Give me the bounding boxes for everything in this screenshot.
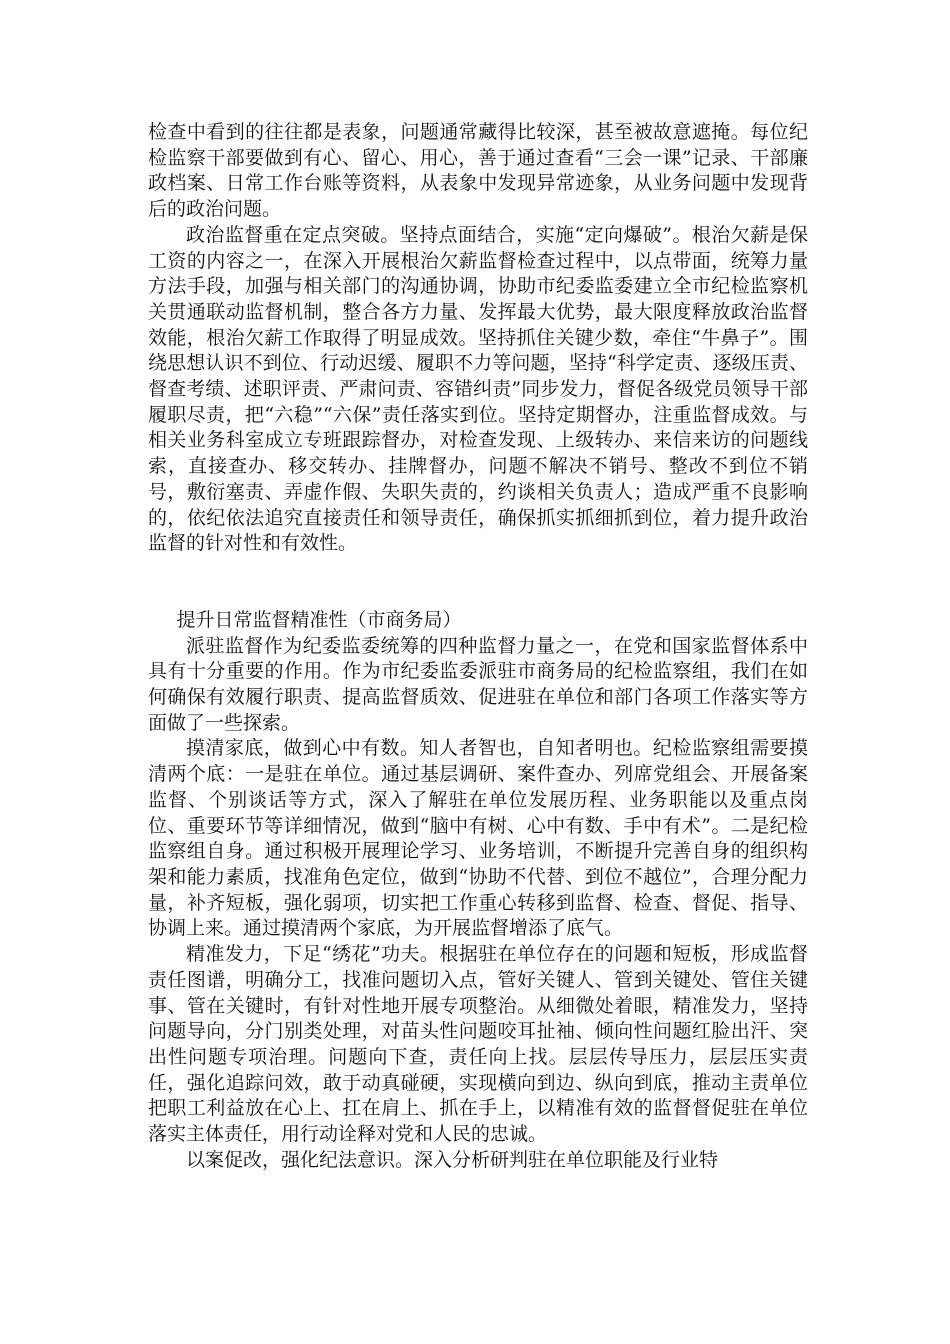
paragraph-know-the-basics: 摸清家底，做到心中有数。知人者智也，自知者明也。纪检监察组需要摸清两个底：一是驻在单位。通过基层调研、案件查办、列席党组会、开展备案监督、个别谈话等方式，深入了解驻在单位发展历程、业务职能以及重点岗位、重要环节等详细情况，做到“脑中有树、心中有数、手中有术”。二是纪检监察组自身。通过积极开展理论学习、业务培训，不断提升完善自身的组织构架和能力素质，找准角色定位，做到“协助不代替、到位不越位”，合理分配力量，补齐短板，强化弱项，切实把工作重心转移到监督、检查、督促、指导、协调上来。通过摸清两个家底，为开展监督增添了底气。	[148, 737, 808, 940]
document-page	[148, 120, 808, 1173]
section-heading: 提升日常监督精准性（市商务局）	[176, 608, 462, 631]
paragraph-case-reform: 以案促改，强化纪法意识。深入分析研判驻在单位职能及行业特	[186, 1148, 719, 1171]
section-gap	[148, 557, 808, 608]
paragraph-political-supervision: 政治监督重在定点突破。坚持点面结合，实施“定向爆破”。根治欠薪是保工资的内容之一，在深入开展根治欠薪监督检查过程中，以点带面，统筹力量方法手段，加强与相关部门的沟通协调，协助市纪委监委建立全市纪检监察机关贯通联动监督机制，整合各方力量、发挥最大优势，最大限度释放政治监督效能，根治欠薪工作取得了明显成效。坚持抓住关键少数，牵住“牛鼻子”。围绕思想认识不到位、行动迟缓、履职不力等问题，坚持“科学定责、逐级压责、督查考绩、述职评责、严肃问责、容错纠责”同步发力，督促各级党员领导干部履职尽责，把“六稳”“六保”责任落实到位。坚持定期督办，注重监督成效。与相关业务科室成立专班跟踪督办，对检查发现、上级转办、来信来访的问题线索，直接查办、移交转办、挂牌督办，问题不解决不销号、整改不到位不销号，敷衍塞责、弄虚作假、失职失责的，约谈相关负责人；造成严重不良影响的，依纪依法追究直接责任和领导责任，确保抓实抓细抓到位，着力提升政治监督的针对性和有效性。	[148, 223, 808, 555]
paragraph-continuation: 检查中看到的往往都是表象，问题通常藏得比较深，甚至被故意遮掩。每位纪检监察干部要做到有心、留心、用心，善于通过查看“三会一课”记录、干部廉政档案、日常工作台账等资料，从表象中发现异常迹象，从业务问题中发现背后的政治问题。	[148, 121, 808, 221]
paragraph-intro: 派驻监督作为纪委监委统筹的四种监督力量之一，在党和国家监督体系中具有十分重要的作用。作为市纪委监委派驻市商务局的纪检监察组，我们在如何确保有效履行职责、提高监督质效、促进驻在单位和部门各项工作落实等方面做了一些探索。	[148, 634, 808, 734]
paragraph-precise-effort: 精准发力，下足“绣花”功夫。根据驻在单位存在的问题和短板，形成监督责任图谱，明确分工，找准问题切入点，管好关键人、管到关键处、管住关键事、管在关键时，有针对性地开展专项整治。从细微处着眼，精准发力，坚持问题导向，分门别类处理，对苗头性问题咬耳扯袖、倾向性问题红脸出汗、突出性问题专项治理。问题向下查，责任向上找。层层传导压力，层层压实责任，强化追踪问效，敢于动真碰硬，实现横向到边、纵向到底，推动主责单位把职工利益放在心上、扛在肩上、抓在手上，以精准有效的监督督促驻在单位落实主体责任，用行动诠释对党和人民的忠诚。	[148, 943, 808, 1146]
